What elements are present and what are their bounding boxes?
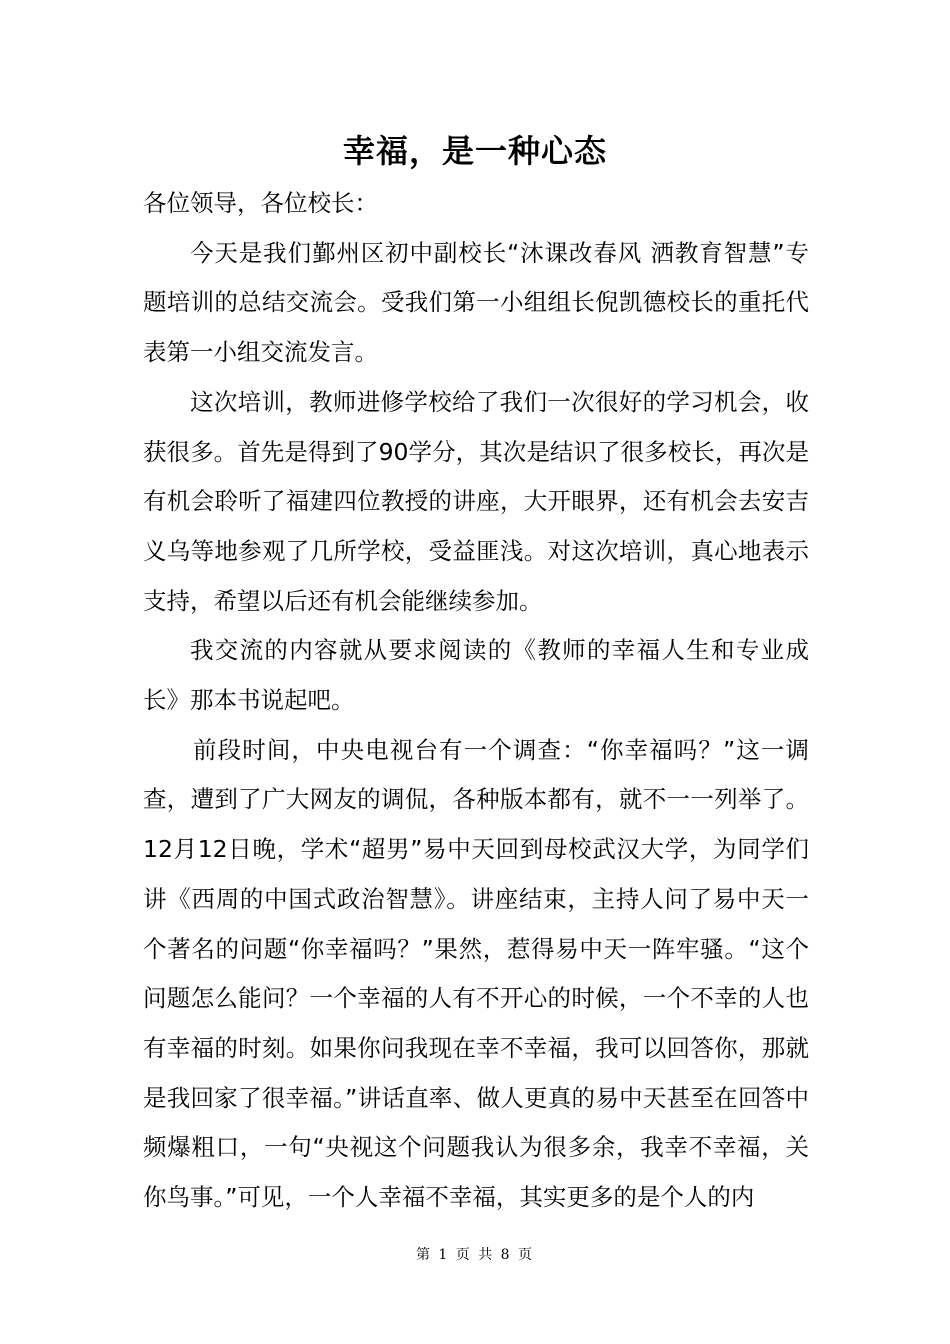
paragraph-intro: 今天是我们鄞州区初中副校长“沐课改春风 洒教育智慧”专题培训的总结交流会。受我们第一小组组长倪凯德校长的重托代表第一小组交流发言。 [143,238,809,367]
paragraph-survey: 前段时间，中央电视台有一个调查：“你幸福吗？”这一调查，遭到了广大网友的调侃，各种版本都有，就不一一列举了。12月12日晚，学术“超男”易中天回到母校武汉大学，为同学们讲《西周的中国式政治智慧》。讲座结束，主持人问了易中天一个著名的问题“你幸福吗？”果然，惹得易中天一阵牢骚。“这个问题怎么能问？一个幸福的人有不开心的时候，一个不幸的人也有幸福的时刻。如果你问我现在幸不幸福，我可以回答你，那就是我回家了很幸福。”讲话直率、做人更真的易中天甚至在回答中频爆粗口，一句“央视这个问题我认为很多余，我幸不幸福，关你鸟事。”可见，一个人幸福不幸福，其实更多的是个人的内 [143,735,809,1212]
document-title: 幸福，是一种心态 [342,132,607,170]
document-body [143,179,809,1223]
salutation: 各位领导，各位校长： [143,189,378,217]
paragraph-book: 我交流的内容就从要求阅读的《教师的幸福人生和专业成长》那本书说起吧。 [143,636,809,715]
paragraph-training: 这次培训，教师进修学校给了我们一次很好的学习机会，收获很多。首先是得到了90学分，其次是结识了很多校长，再次是有机会聆听了福建四位教授的讲座，大开眼界，还有机会去安吉义乌等地参观了几所学校，受益匪浅。对这次培训，真心地表示支持，希望以后还有机会能继续参加。 [143,387,809,615]
page-number-footer: 第 1 页 共 8 页 [415,1247,535,1263]
